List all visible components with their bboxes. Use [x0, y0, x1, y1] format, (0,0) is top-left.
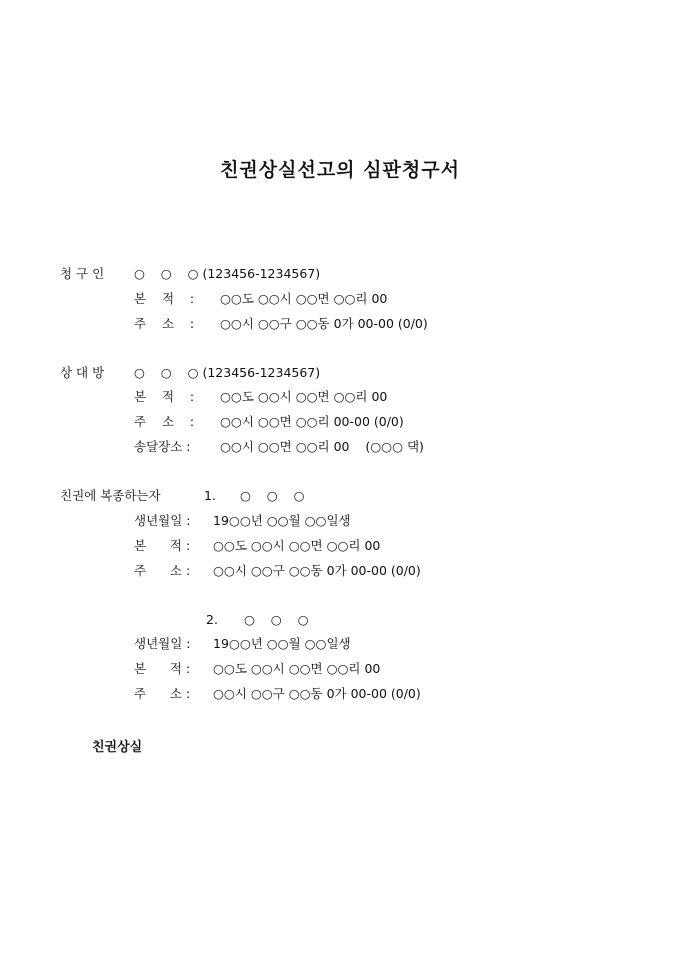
subject-2-number: 2.: [206, 612, 218, 627]
claimant-domicile-label: 본 적 :: [134, 291, 195, 306]
subject-1-domicile-label: 본 적 :: [134, 538, 191, 553]
respondent-service-label: 송달장소 :: [134, 439, 191, 454]
respondent-name: ○ ○ ○ (123456-1234567): [134, 365, 321, 380]
claimant-label: 청 구 인: [60, 266, 105, 281]
respondent-label: 상 대 방: [60, 365, 105, 380]
claimant-name: ○ ○ ○ (123456-1234567): [134, 266, 321, 281]
respondent-domicile-value: ○○도 ○○시 ○○면 ○○리 00: [220, 389, 388, 404]
document-title: 친권상실선고의 심판청구서: [220, 159, 460, 181]
subject-1-birth-label: 생년월일 :: [134, 513, 191, 528]
subject-2-address-label: 주 소 :: [134, 686, 191, 701]
subject-1-domicile-value: ○○도 ○○시 ○○면 ○○리 00: [213, 538, 381, 553]
respondent-address-value: ○○시 ○○면 ○○리 00-00 (0/0): [220, 414, 404, 429]
subject-2-birth-value: 19○○년 ○○월 ○○일생: [213, 636, 351, 651]
subject-2-domicile-value: ○○도 ○○시 ○○면 ○○리 00: [213, 661, 381, 676]
respondent-address-label: 주 소 :: [134, 414, 195, 429]
claimant-address-value: ○○시 ○○구 ○○동 0가 00-00 (0/0): [220, 316, 428, 331]
subject-2-domicile-label: 본 적 :: [134, 661, 191, 676]
claimant-domicile-value: ○○도 ○○시 ○○면 ○○리 00: [220, 291, 388, 306]
subject-1-birth-value: 19○○년 ○○월 ○○일생: [213, 513, 351, 528]
subjects-label: 친권에 복종하는자: [60, 488, 161, 503]
subject-1-number: 1.: [204, 488, 216, 503]
claimant-address-label: 주 소 :: [134, 316, 195, 331]
respondent-service-value: ○○시 ○○면 ○○리 00 (○○○ 댁): [220, 439, 424, 454]
subject-1-name: ○ ○ ○: [240, 488, 305, 503]
subject-1-address-label: 주 소 :: [134, 563, 191, 578]
section-heading: 친권상실: [92, 740, 143, 755]
respondent-domicile-label: 본 적 :: [134, 389, 195, 404]
subject-2-name: ○ ○ ○: [244, 612, 309, 627]
subject-2-birth-label: 생년월일 :: [134, 636, 191, 651]
subject-2-address-value: ○○시 ○○구 ○○동 0가 00-00 (0/0): [213, 686, 421, 701]
subject-1-address-value: ○○시 ○○구 ○○동 0가 00-00 (0/0): [213, 563, 421, 578]
